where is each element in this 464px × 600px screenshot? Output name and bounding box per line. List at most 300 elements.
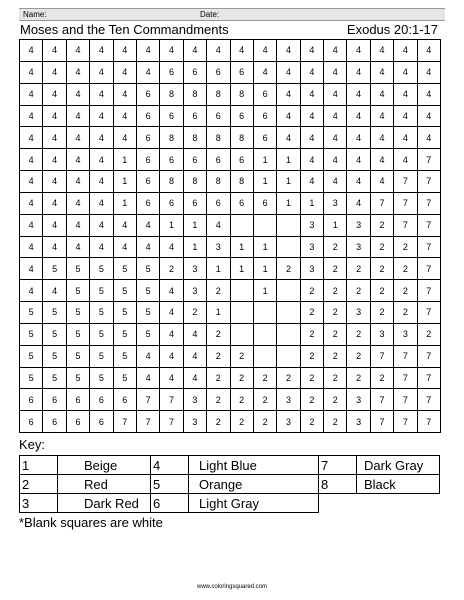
grid-cell: 4 [67, 171, 90, 193]
grid-cell: 1 [254, 171, 277, 193]
grid-cell [277, 302, 300, 324]
grid-cell: 4 [114, 106, 137, 128]
grid-cell: 3 [184, 280, 207, 302]
grid-cell: 4 [20, 106, 43, 128]
grid-cell: 4 [301, 127, 324, 149]
grid-cell: 4 [67, 237, 90, 259]
grid-cell: 4 [184, 40, 207, 62]
key-empty [319, 494, 440, 513]
grid-cell: 7 [418, 346, 441, 368]
grid-cell: 4 [43, 171, 66, 193]
grid-cell: 4 [301, 149, 324, 171]
grid-cell: 4 [137, 368, 160, 390]
grid-cell: 2 [394, 302, 417, 324]
key-number: 7 [319, 456, 357, 475]
grid-cell: 5 [137, 302, 160, 324]
grid-cell: 6 [137, 149, 160, 171]
grid-cell [231, 324, 254, 346]
grid-cell: 5 [67, 302, 90, 324]
grid-cell: 6 [160, 62, 183, 84]
grid-cell: 4 [371, 62, 394, 84]
grid-cell: 4 [371, 84, 394, 106]
key-row [20, 475, 440, 494]
grid-cell: 2 [301, 389, 324, 411]
grid-cell: 2 [418, 324, 441, 346]
grid-cell: 4 [394, 40, 417, 62]
grid-cell: 4 [90, 193, 113, 215]
grid-cell: 5 [43, 368, 66, 390]
grid-cell: 4 [277, 40, 300, 62]
grid-cell: 3 [277, 389, 300, 411]
name-date-bar [19, 8, 445, 21]
grid-cell: 4 [277, 106, 300, 128]
grid-cell: 4 [324, 84, 347, 106]
grid-cell: 2 [394, 237, 417, 259]
grid-cell: 4 [371, 149, 394, 171]
grid-cell: 4 [90, 127, 113, 149]
grid-cell [277, 237, 300, 259]
grid-cell: 2 [394, 280, 417, 302]
grid-cell: 4 [371, 171, 394, 193]
color-key-table [19, 455, 440, 513]
grid-cell: 6 [254, 127, 277, 149]
grid-cell: 3 [184, 258, 207, 280]
grid-cell: 6 [137, 106, 160, 128]
grid-cell: 4 [418, 127, 441, 149]
grid-cell: 2 [231, 368, 254, 390]
key-color-name: Dark Gray [357, 456, 440, 475]
grid-cell: 2 [301, 302, 324, 324]
grid-cell: 6 [20, 411, 43, 433]
grid-cell: 1 [207, 258, 230, 280]
grid-cell: 2 [324, 324, 347, 346]
grid-cell [277, 346, 300, 368]
grid-cell: 5 [114, 302, 137, 324]
key-row [20, 494, 440, 513]
grid-cell: 2 [347, 258, 370, 280]
grid-cell: 4 [114, 237, 137, 259]
blank-squares-note: *Blank squares are white [19, 515, 163, 530]
grid-cell: 2 [324, 302, 347, 324]
grid-cell: 4 [67, 215, 90, 237]
grid-cell: 5 [20, 368, 43, 390]
grid-cell [277, 324, 300, 346]
grid-cell: 5 [20, 302, 43, 324]
grid-cell: 3 [184, 411, 207, 433]
key-color-name: Light Gray [189, 494, 319, 513]
grid-cell: 7 [418, 215, 441, 237]
grid-cell: 4 [43, 106, 66, 128]
key-number: 1 [20, 456, 58, 475]
grid-cell: 2 [371, 258, 394, 280]
key-color-name: Light Blue [189, 456, 319, 475]
grid-cell: 6 [184, 149, 207, 171]
grid-cell: 4 [277, 127, 300, 149]
key-color-name: Dark Red [58, 494, 151, 513]
grid-cell: 6 [67, 389, 90, 411]
grid-cell: 4 [90, 106, 113, 128]
grid-cell: 4 [67, 62, 90, 84]
grid-cell: 1 [231, 258, 254, 280]
grid-cell: 5 [43, 258, 66, 280]
grid-cell: 8 [231, 127, 254, 149]
grid-cell: 5 [114, 368, 137, 390]
grid-cell: 7 [418, 171, 441, 193]
grid-cell: 7 [418, 411, 441, 433]
grid-cell: 8 [231, 84, 254, 106]
grid-cell: 8 [160, 84, 183, 106]
grid-cell: 8 [184, 127, 207, 149]
grid-cell: 6 [90, 389, 113, 411]
grid-cell: 1 [254, 237, 277, 259]
grid-cell: 7 [371, 411, 394, 433]
grid-cell: 3 [277, 411, 300, 433]
grid-cell: 2 [254, 411, 277, 433]
key-number: 8 [319, 475, 357, 494]
grid-cell: 4 [43, 280, 66, 302]
key-title: Key: [19, 437, 46, 452]
grid-cell [231, 215, 254, 237]
grid-cell: 7 [394, 368, 417, 390]
grid-cell: 8 [207, 171, 230, 193]
grid-cell: 6 [137, 193, 160, 215]
grid-cell [231, 280, 254, 302]
grid-cell: 2 [371, 368, 394, 390]
grid-cell: 1 [254, 258, 277, 280]
grid-cell: 4 [324, 40, 347, 62]
grid-cell: 4 [347, 127, 370, 149]
grid-cell: 4 [67, 106, 90, 128]
grid-cell: 5 [137, 280, 160, 302]
grid-cell: 3 [301, 215, 324, 237]
grid-cell: 2 [207, 280, 230, 302]
grid-cell: 7 [394, 193, 417, 215]
grid-cell: 4 [43, 193, 66, 215]
grid-cell: 5 [67, 280, 90, 302]
site-footer: www.coloringsquared.com [196, 584, 268, 590]
grid-cell: 5 [137, 324, 160, 346]
grid-cell: 4 [347, 171, 370, 193]
key-color-name: Black [357, 475, 440, 494]
grid-cell: 7 [371, 346, 394, 368]
grid-cell: 7 [418, 302, 441, 324]
grid-cell: 4 [347, 40, 370, 62]
grid-cell: 4 [20, 280, 43, 302]
grid-cell: 4 [160, 346, 183, 368]
grid-cell: 5 [90, 324, 113, 346]
grid-cell: 2 [324, 280, 347, 302]
key-color-name: Beige [58, 456, 151, 475]
grid-cell: 5 [114, 258, 137, 280]
grid-cell: 4 [184, 324, 207, 346]
grid-cell: 4 [160, 40, 183, 62]
grid-cell: 6 [184, 62, 207, 84]
grid-cell: 2 [324, 346, 347, 368]
grid-cell: 6 [207, 62, 230, 84]
grid-cell: 4 [43, 40, 66, 62]
key-number: 5 [151, 475, 189, 494]
grid-cell: 1 [184, 237, 207, 259]
grid-cell: 2 [394, 258, 417, 280]
grid-cell: 4 [160, 302, 183, 324]
grid-cell: 6 [254, 193, 277, 215]
grid-cell: 1 [114, 193, 137, 215]
grid-cell: 2 [347, 368, 370, 390]
scripture-reference: Exodus 20:1-17 [346, 22, 438, 37]
grid-cell: 5 [137, 258, 160, 280]
grid-cell: 4 [160, 324, 183, 346]
grid-cell: 2 [184, 302, 207, 324]
grid-cell: 3 [347, 411, 370, 433]
grid-cell: 7 [114, 411, 137, 433]
grid-cell: 6 [184, 193, 207, 215]
grid-cell: 6 [90, 411, 113, 433]
grid-cell: 4 [90, 215, 113, 237]
grid-cell: 4 [67, 193, 90, 215]
grid-cell: 4 [137, 40, 160, 62]
grid-cell [254, 346, 277, 368]
worksheet-title: Moses and the Ten Commandments [20, 22, 229, 37]
grid-cell: 6 [43, 411, 66, 433]
grid-cell: 6 [160, 193, 183, 215]
grid-cell: 4 [67, 40, 90, 62]
grid-cell: 3 [347, 237, 370, 259]
key-number: 6 [151, 494, 189, 513]
grid-cell: 7 [418, 149, 441, 171]
grid-cell: 5 [90, 280, 113, 302]
grid-cell: 4 [324, 127, 347, 149]
grid-cell: 4 [394, 62, 417, 84]
grid-cell: 6 [160, 106, 183, 128]
grid-cell: 4 [301, 40, 324, 62]
number-grid [19, 39, 441, 433]
grid-cell: 2 [347, 280, 370, 302]
grid-cell: 4 [137, 62, 160, 84]
grid-cell: 1 [301, 193, 324, 215]
grid-cell: 4 [207, 215, 230, 237]
grid-cell: 4 [160, 280, 183, 302]
grid-cell: 3 [347, 302, 370, 324]
grid-cell: 6 [20, 389, 43, 411]
grid-cell: 4 [371, 40, 394, 62]
key-number: 3 [20, 494, 58, 513]
grid-cell: 4 [301, 106, 324, 128]
grid-cell: 5 [20, 324, 43, 346]
grid-cell: 2 [371, 237, 394, 259]
grid-cell: 7 [394, 389, 417, 411]
grid-cell [254, 324, 277, 346]
key-row [20, 456, 440, 475]
grid-cell: 6 [43, 389, 66, 411]
grid-cell: 5 [43, 346, 66, 368]
grid-cell: 2 [324, 237, 347, 259]
grid-cell: 4 [43, 237, 66, 259]
grid-cell: 4 [254, 62, 277, 84]
grid-cell: 1 [277, 171, 300, 193]
grid-cell: 2 [160, 258, 183, 280]
key-number: 2 [20, 475, 58, 494]
grid-cell: 5 [114, 280, 137, 302]
grid-cell: 2 [231, 411, 254, 433]
grid-cell: 7 [394, 411, 417, 433]
grid-cell: 2 [301, 324, 324, 346]
date-label: Date: [200, 10, 220, 19]
grid-cell: 4 [254, 40, 277, 62]
grid-cell: 3 [347, 215, 370, 237]
grid-cell: 2 [324, 389, 347, 411]
grid-cell: 4 [20, 258, 43, 280]
grid-cell: 4 [114, 84, 137, 106]
grid-cell: 3 [184, 389, 207, 411]
grid-cell: 2 [254, 389, 277, 411]
grid-cell: 4 [347, 84, 370, 106]
grid-cell: 1 [231, 237, 254, 259]
grid-cell: 3 [301, 237, 324, 259]
grid-cell: 7 [418, 193, 441, 215]
grid-cell: 2 [207, 346, 230, 368]
grid-cell: 1 [207, 302, 230, 324]
grid-cell: 2 [347, 346, 370, 368]
grid-cell: 3 [347, 389, 370, 411]
grid-cell: 1 [114, 149, 137, 171]
grid-cell: 4 [137, 237, 160, 259]
grid-cell: 4 [324, 106, 347, 128]
grid-cell: 8 [207, 127, 230, 149]
grid-cell: 7 [418, 389, 441, 411]
grid-cell: 2 [371, 215, 394, 237]
grid-cell: 1 [184, 215, 207, 237]
grid-cell: 7 [394, 171, 417, 193]
grid-cell: 2 [207, 389, 230, 411]
grid-cell: 6 [184, 106, 207, 128]
name-label: Name: [23, 10, 47, 19]
grid-cell: 6 [231, 106, 254, 128]
grid-cell: 4 [394, 127, 417, 149]
grid-cell: 7 [137, 389, 160, 411]
grid-cell: 2 [324, 258, 347, 280]
grid-cell: 4 [67, 127, 90, 149]
grid-cell: 6 [254, 84, 277, 106]
grid-cell: 4 [277, 84, 300, 106]
grid-cell: 4 [184, 368, 207, 390]
grid-cell: 6 [207, 149, 230, 171]
grid-cell: 4 [160, 368, 183, 390]
grid-cell: 8 [160, 127, 183, 149]
grid-cell: 4 [371, 127, 394, 149]
grid-cell: 4 [347, 193, 370, 215]
grid-cell: 4 [184, 346, 207, 368]
grid-cell [254, 215, 277, 237]
key-color-name: Orange [189, 475, 319, 494]
grid-cell: 4 [20, 215, 43, 237]
grid-cell: 4 [20, 40, 43, 62]
grid-cell: 7 [418, 368, 441, 390]
grid-cell: 5 [67, 368, 90, 390]
grid-cell: 5 [90, 368, 113, 390]
grid-cell: 1 [254, 149, 277, 171]
grid-cell: 4 [347, 149, 370, 171]
grid-cell [254, 302, 277, 324]
grid-cell: 6 [207, 106, 230, 128]
grid-cell: 4 [90, 84, 113, 106]
grid-cell: 7 [160, 411, 183, 433]
grid-cell: 4 [394, 84, 417, 106]
grid-cell: 5 [67, 258, 90, 280]
grid-cell: 8 [231, 171, 254, 193]
grid-cell: 8 [207, 84, 230, 106]
grid-cell: 7 [371, 193, 394, 215]
grid-cell: 5 [67, 324, 90, 346]
grid-cell: 2 [324, 368, 347, 390]
grid-cell: 4 [137, 346, 160, 368]
grid-cell: 4 [347, 106, 370, 128]
grid-cell: 4 [114, 127, 137, 149]
grid-cell: 5 [90, 258, 113, 280]
grid-cell: 5 [114, 346, 137, 368]
grid-cell: 5 [114, 324, 137, 346]
grid-cell: 4 [418, 62, 441, 84]
grid-cell: 2 [301, 280, 324, 302]
grid-cell: 6 [231, 62, 254, 84]
grid-cell [231, 302, 254, 324]
grid-cell: 3 [301, 258, 324, 280]
grid-cell: 1 [277, 193, 300, 215]
grid-cell: 4 [114, 62, 137, 84]
grid-cell: 4 [20, 237, 43, 259]
grid-cell: 1 [254, 280, 277, 302]
grid-cell: 3 [207, 237, 230, 259]
grid-cell: 4 [301, 62, 324, 84]
grid-cell: 7 [418, 258, 441, 280]
grid-cell: 4 [90, 149, 113, 171]
grid-cell: 4 [20, 149, 43, 171]
grid-cell: 4 [20, 84, 43, 106]
key-color-name: Red [58, 475, 151, 494]
grid-cell: 4 [160, 237, 183, 259]
grid-cell: 4 [277, 62, 300, 84]
grid-cell: 4 [324, 149, 347, 171]
grid-cell: 6 [114, 389, 137, 411]
grid-cell: 4 [90, 171, 113, 193]
grid-cell: 2 [231, 389, 254, 411]
grid-cell: 1 [160, 215, 183, 237]
grid-cell: 6 [231, 193, 254, 215]
grid-cell [277, 280, 300, 302]
grid-cell: 2 [277, 368, 300, 390]
grid-cell: 6 [137, 127, 160, 149]
grid-cell: 2 [254, 368, 277, 390]
grid-cell: 2 [301, 411, 324, 433]
grid-cell: 6 [67, 411, 90, 433]
grid-cell: 4 [347, 62, 370, 84]
grid-cell: 2 [207, 324, 230, 346]
grid-cell: 4 [137, 215, 160, 237]
key-number: 4 [151, 456, 189, 475]
grid-cell: 5 [67, 346, 90, 368]
grid-cell: 4 [371, 106, 394, 128]
grid-cell: 5 [43, 324, 66, 346]
grid-cell: 4 [43, 149, 66, 171]
grid-cell: 4 [43, 127, 66, 149]
grid-cell: 4 [324, 62, 347, 84]
grid-cell: 2 [207, 368, 230, 390]
grid-cell: 4 [114, 40, 137, 62]
grid-cell: 1 [324, 215, 347, 237]
grid-cell: 2 [324, 411, 347, 433]
grid-cell: 5 [90, 302, 113, 324]
grid-cell: 4 [43, 84, 66, 106]
grid-cell: 7 [418, 237, 441, 259]
